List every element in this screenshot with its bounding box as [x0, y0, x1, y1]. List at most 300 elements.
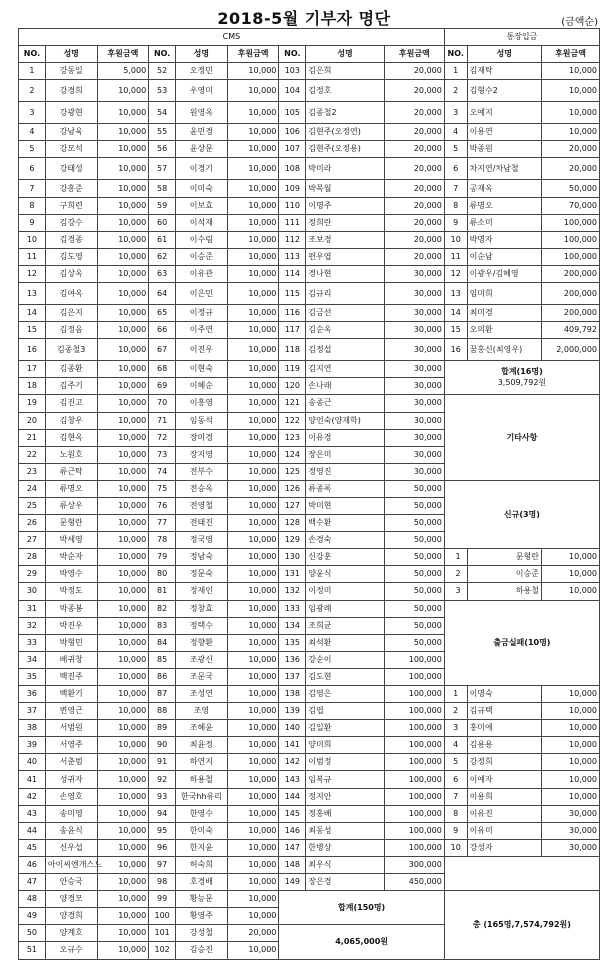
cell-name: 손나래 [306, 378, 385, 395]
new-name: 하용철 [467, 583, 541, 600]
cell-amount: 20,000 [384, 102, 444, 124]
cell-amount: 50,000 [384, 634, 444, 651]
table-row [19, 265, 600, 282]
cell-amount: 30,000 [384, 378, 444, 395]
cell-no: 127 [279, 497, 306, 514]
cell-no: 56 [149, 141, 176, 158]
col-header-amount: 후원금액 [97, 46, 149, 63]
cell-name: 강성철 [176, 925, 228, 942]
cell-no: 132 [279, 583, 306, 600]
cell-amount: 10,000 [227, 908, 279, 925]
bank-name: 김재탁 [467, 63, 541, 80]
cell-no: 11 [19, 248, 46, 265]
cell-name: 정향환 [176, 634, 228, 651]
cell-no: 97 [149, 856, 176, 873]
cell-name: 오규수 [45, 942, 97, 959]
cell-no: 136 [279, 651, 306, 668]
table-row [19, 158, 600, 180]
bank-amount: 200,000 [541, 283, 599, 305]
cell-name: 이경기 [176, 158, 228, 180]
bank-no: 12 [444, 265, 467, 282]
cell-name: 손영호 [45, 788, 97, 805]
cell-amount: 10,000 [227, 686, 279, 703]
cell-no: 122 [279, 412, 306, 429]
fail-name: 홍미애 [467, 720, 541, 737]
col-header-name: 성명 [306, 46, 385, 63]
cell-amount: 10,000 [227, 634, 279, 651]
cell-name: 정창효 [176, 600, 228, 617]
cell-amount: 100,000 [384, 771, 444, 788]
fail-amount: 10,000 [541, 771, 599, 788]
table-row [19, 339, 600, 361]
cell-name: 박종봉 [45, 600, 97, 617]
cell-amount: 100,000 [384, 720, 444, 737]
cell-name: 김강수 [45, 214, 97, 231]
cell-no: 12 [19, 265, 46, 282]
cell-no: 141 [279, 737, 306, 754]
cell-name: 김정섭 [306, 339, 385, 361]
cell-name: 김여옥 [45, 283, 97, 305]
col-header-amount: 후원금액 [227, 46, 279, 63]
bank-name: 최미경 [467, 305, 541, 322]
cell-name: 이은민 [176, 283, 228, 305]
cell-no: 145 [279, 805, 306, 822]
bank-amount: 100,000 [541, 231, 599, 248]
bank-amount: 100,000 [541, 248, 599, 265]
cell-name: 이승준 [176, 248, 228, 265]
bank-total-amount: 3,509,792원 [497, 378, 547, 388]
cell-amount: 10,000 [97, 822, 149, 839]
table-row [19, 771, 600, 788]
fail-name: 김용용 [467, 737, 541, 754]
bank-no: 11 [444, 248, 467, 265]
cell-no: 114 [279, 265, 306, 282]
bank-no: 1 [444, 63, 467, 80]
fail-name: 이예자 [467, 771, 541, 788]
new-no: 1 [444, 549, 467, 566]
cell-amount: 10,000 [227, 429, 279, 446]
new-donors-label: 신규(3명) [444, 480, 599, 548]
cell-name: 강흥준 [45, 180, 97, 197]
cell-no: 32 [19, 617, 46, 634]
cell-name: 정국영 [176, 532, 228, 549]
cell-no: 112 [279, 231, 306, 248]
cell-name: 김순옥 [306, 322, 385, 339]
table-row [19, 480, 600, 497]
table-row [19, 395, 600, 412]
cell-no: 93 [149, 788, 176, 805]
cell-name: 강경희 [45, 80, 97, 102]
cell-name: 류근탁 [45, 463, 97, 480]
cell-name: 강남욱 [45, 124, 97, 141]
cell-amount: 10,000 [227, 63, 279, 80]
cell-name: 성귀자 [45, 771, 97, 788]
cell-no: 113 [279, 248, 306, 265]
cell-no: 96 [149, 839, 176, 856]
cell-no: 65 [149, 305, 176, 322]
cell-amount: 10,000 [97, 265, 149, 282]
cell-no: 42 [19, 788, 46, 805]
cell-amount: 10,000 [97, 617, 149, 634]
bank-name: 김형수2 [467, 80, 541, 102]
cell-name: 양경희 [45, 908, 97, 925]
blank-cell [444, 856, 599, 890]
cell-amount: 10,000 [97, 283, 149, 305]
cell-amount: 10,000 [227, 720, 279, 737]
cell-name: 박영수 [45, 566, 97, 583]
cell-no: 124 [279, 446, 306, 463]
cell-name: 조성연 [176, 686, 228, 703]
cell-no: 104 [279, 80, 306, 102]
cell-no: 36 [19, 686, 46, 703]
cell-name: 양미희 [306, 737, 385, 754]
cell-name: 박진우 [45, 617, 97, 634]
cell-no: 69 [149, 378, 176, 395]
cell-no: 28 [19, 549, 46, 566]
cell-no: 21 [19, 429, 46, 446]
cell-amount: 10,000 [97, 197, 149, 214]
fail-name: 강정희 [467, 754, 541, 771]
cell-amount: 10,000 [97, 322, 149, 339]
bank-amount: 2,000,000 [541, 339, 599, 361]
cell-no: 78 [149, 532, 176, 549]
cell-amount: 50,000 [384, 566, 444, 583]
cell-name: 박목월 [306, 180, 385, 197]
col-header-no: NO. [19, 46, 46, 63]
cell-name: 이범정 [306, 754, 385, 771]
cell-amount: 10,000 [227, 754, 279, 771]
cell-no: 92 [149, 771, 176, 788]
cell-amount: 300,000 [384, 856, 444, 873]
cell-no: 37 [19, 703, 46, 720]
cell-amount: 100,000 [384, 703, 444, 720]
cell-no: 111 [279, 214, 306, 231]
cell-no: 39 [19, 737, 46, 754]
cell-amount: 10,000 [227, 566, 279, 583]
cell-amount: 10,000 [227, 874, 279, 891]
cell-name: 류종록 [306, 480, 385, 497]
cell-no: 3 [19, 102, 46, 124]
bank-name: 이광우/김혜영 [467, 265, 541, 282]
cell-name: 아이씨엔개스느 [45, 856, 97, 873]
cell-name: 류명오 [45, 480, 97, 497]
cell-no: 82 [149, 600, 176, 617]
cell-no: 77 [149, 515, 176, 532]
cell-name: 장은미 [306, 446, 385, 463]
col-header-amount: 후원금액 [384, 46, 444, 63]
table-row [19, 566, 600, 583]
bank-no: 4 [444, 124, 467, 141]
new-no: 3 [444, 583, 467, 600]
table-row [19, 805, 600, 822]
bank-amount: 20,000 [541, 158, 599, 180]
bank-name: 꿈홍신(최영우) [467, 339, 541, 361]
cell-amount: 10,000 [97, 124, 149, 141]
cell-name: 이혜순 [176, 378, 228, 395]
cell-no: 106 [279, 124, 306, 141]
col-header-name: 성명 [45, 46, 97, 63]
cell-name: 안승국 [45, 874, 97, 891]
cell-amount: 10,000 [97, 771, 149, 788]
cell-no: 72 [149, 429, 176, 446]
cell-no: 70 [149, 395, 176, 412]
cell-amount: 100,000 [384, 805, 444, 822]
fail-name: 이용희 [467, 788, 541, 805]
bank-amount: 50,000 [541, 180, 599, 197]
cell-amount: 20,000 [384, 158, 444, 180]
cell-no: 102 [149, 942, 176, 959]
cell-name: 정남숙 [176, 549, 228, 566]
cell-amount: 10,000 [227, 180, 279, 197]
cell-amount: 10,000 [227, 856, 279, 873]
cell-amount: 100,000 [384, 822, 444, 839]
cell-no: 45 [19, 839, 46, 856]
cell-no: 146 [279, 822, 306, 839]
cell-name: 최윤정 [176, 737, 228, 754]
cell-amount: 10,000 [97, 305, 149, 322]
cell-no: 119 [279, 361, 306, 378]
cell-amount: 30,000 [384, 265, 444, 282]
cell-amount: 10,000 [97, 141, 149, 158]
cell-amount: 10,000 [97, 856, 149, 873]
cell-name: 한미숙 [176, 822, 228, 839]
cell-name: 박미현 [306, 497, 385, 514]
table-row [19, 63, 600, 80]
cell-amount: 10,000 [227, 600, 279, 617]
cell-no: 50 [19, 925, 46, 942]
fail-name: 이유미 [467, 822, 541, 839]
cell-amount: 10,000 [97, 668, 149, 685]
bank-total-label: 합계(16명) [501, 367, 543, 377]
cell-name: 호경배 [176, 874, 228, 891]
cell-name: 편우엽 [306, 248, 385, 265]
cell-amount: 10,000 [97, 942, 149, 959]
col-header-no: NO. [149, 46, 176, 63]
cell-amount: 10,000 [97, 532, 149, 549]
cell-name: 송미영 [45, 805, 97, 822]
cell-name: 김도영 [45, 248, 97, 265]
cell-amount: 10,000 [97, 634, 149, 651]
cms-group-header: CMS [19, 29, 445, 46]
cell-name: 조영 [176, 703, 228, 720]
table-row [19, 80, 600, 102]
cell-no: 40 [19, 754, 46, 771]
cell-no: 26 [19, 515, 46, 532]
cell-name: 서영주 [45, 737, 97, 754]
cell-amount: 10,000 [227, 788, 279, 805]
cell-no: 99 [149, 891, 176, 908]
fail-no: 8 [444, 805, 467, 822]
cell-no: 103 [279, 63, 306, 80]
cell-amount: 30,000 [384, 305, 444, 322]
cell-amount: 10,000 [97, 102, 149, 124]
cell-no: 116 [279, 305, 306, 322]
cell-no: 71 [149, 412, 176, 429]
cell-name: 김현옥 [45, 429, 97, 446]
cell-no: 76 [149, 497, 176, 514]
table-row [19, 214, 600, 231]
new-amount: 10,000 [541, 583, 599, 600]
cell-no: 89 [149, 720, 176, 737]
table-row [19, 231, 600, 248]
cell-no: 94 [149, 805, 176, 822]
cell-amount: 10,000 [97, 720, 149, 737]
cell-name: 조광신 [176, 651, 228, 668]
fail-amount: 30,000 [541, 822, 599, 839]
table-row [19, 754, 600, 771]
bank-no: 16 [444, 339, 467, 361]
cell-name: 김도현 [306, 668, 385, 685]
cell-amount: 10,000 [227, 942, 279, 959]
cell-name: 임광례 [306, 600, 385, 617]
cell-amount: 10,000 [97, 395, 149, 412]
cell-name: 한지윤 [176, 839, 228, 856]
cell-amount: 10,000 [97, 248, 149, 265]
cell-name: 조문국 [176, 668, 228, 685]
cell-amount: 10,000 [227, 515, 279, 532]
fail-no: 2 [444, 703, 467, 720]
cell-no: 9 [19, 214, 46, 231]
cell-amount: 10,000 [227, 124, 279, 141]
cell-no: 49 [19, 908, 46, 925]
cell-amount: 20,000 [384, 141, 444, 158]
cell-no: 23 [19, 463, 46, 480]
cell-no: 18 [19, 378, 46, 395]
cell-name: 장미경 [176, 429, 228, 446]
cell-amount: 10,000 [227, 617, 279, 634]
cell-name: 오정민 [176, 63, 228, 80]
cell-amount: 10,000 [97, 446, 149, 463]
cell-no: 24 [19, 480, 46, 497]
cell-no: 90 [149, 737, 176, 754]
cell-amount: 100,000 [384, 668, 444, 685]
cell-amount: 50,000 [384, 497, 444, 514]
cell-name: 김상옥 [45, 265, 97, 282]
cell-no: 52 [149, 63, 176, 80]
cell-amount: 5,000 [97, 63, 149, 80]
group-header-row [19, 29, 600, 46]
cell-amount: 10,000 [227, 703, 279, 720]
cell-amount: 20,000 [384, 63, 444, 80]
fail-no: 7 [444, 788, 467, 805]
table-row [19, 197, 600, 214]
fail-no: 10 [444, 839, 467, 856]
cell-no: 8 [19, 197, 46, 214]
cell-no: 135 [279, 634, 306, 651]
cell-name: 조희균 [306, 617, 385, 634]
cell-amount: 30,000 [384, 446, 444, 463]
cell-amount: 20,000 [384, 80, 444, 102]
cell-amount: 10,000 [97, 480, 149, 497]
cell-name: 황영주 [176, 908, 228, 925]
bank-amount: 409,792 [541, 322, 599, 339]
bank-name: 박종원 [467, 141, 541, 158]
bank-name: 박명자 [467, 231, 541, 248]
fail-amount: 10,000 [541, 703, 599, 720]
cell-name: 이미숙 [176, 180, 228, 197]
cell-name: 황능문 [176, 891, 228, 908]
cell-no: 34 [19, 651, 46, 668]
bank-total [444, 361, 599, 395]
cell-amount: 20,000 [384, 180, 444, 197]
cell-no: 60 [149, 214, 176, 231]
column-header-row [19, 46, 600, 63]
cell-no: 38 [19, 720, 46, 737]
cell-no: 58 [149, 180, 176, 197]
cell-no: 53 [149, 80, 176, 102]
cell-name: 박미라 [306, 158, 385, 180]
new-amount: 10,000 [541, 566, 599, 583]
cell-name: 이유관 [176, 265, 228, 282]
cell-no: 100 [149, 908, 176, 925]
cell-no: 33 [19, 634, 46, 651]
failed-withdrawal-label: 출금실패(10명) [444, 600, 599, 685]
bank-name: 류명오 [467, 197, 541, 214]
cell-amount: 10,000 [227, 583, 279, 600]
table-row [19, 141, 600, 158]
cell-no: 74 [149, 463, 176, 480]
cell-amount: 10,000 [97, 412, 149, 429]
cell-no: 6 [19, 158, 46, 180]
cell-no: 118 [279, 339, 306, 361]
cell-no: 15 [19, 322, 46, 339]
cell-name: 김규리 [306, 283, 385, 305]
cell-amount: 50,000 [384, 600, 444, 617]
cell-no: 108 [279, 158, 306, 180]
cell-no: 147 [279, 839, 306, 856]
cell-amount: 50,000 [384, 549, 444, 566]
cell-no: 54 [149, 102, 176, 124]
cell-amount: 10,000 [97, 874, 149, 891]
cell-name: 허숙희 [176, 856, 228, 873]
cell-no: 80 [149, 566, 176, 583]
bank-no: 2 [444, 80, 467, 102]
cell-amount: 100,000 [384, 686, 444, 703]
cell-name: 박형민 [45, 634, 97, 651]
cell-no: 29 [19, 566, 46, 583]
cell-amount: 450,000 [384, 874, 444, 891]
cell-no: 83 [149, 617, 176, 634]
cell-amount: 20,000 [384, 124, 444, 141]
bank-no: 14 [444, 305, 467, 322]
cell-name: 송종근 [306, 395, 385, 412]
cell-no: 81 [149, 583, 176, 600]
table-row [19, 839, 600, 856]
bank-no: 5 [444, 141, 467, 158]
bank-no: 15 [444, 322, 467, 339]
cell-name: 장은경 [306, 874, 385, 891]
cell-no: 88 [149, 703, 176, 720]
cell-no: 55 [149, 124, 176, 141]
cell-name: 김지연 [306, 361, 385, 378]
cell-name: 조혜윤 [176, 720, 228, 737]
cell-no: 22 [19, 446, 46, 463]
cell-no: 63 [149, 265, 176, 282]
cell-no: 25 [19, 497, 46, 514]
cell-no: 142 [279, 754, 306, 771]
cell-name: 강모석 [45, 141, 97, 158]
cell-name: 신우섭 [45, 839, 97, 856]
cell-amount: 20,000 [227, 925, 279, 942]
bank-amount: 100,000 [541, 214, 599, 231]
cell-amount: 50,000 [384, 480, 444, 497]
cell-name: 이유경 [306, 429, 385, 446]
cell-name: 강순이 [306, 651, 385, 668]
cell-no: 117 [279, 322, 306, 339]
cell-no: 129 [279, 532, 306, 549]
table-row [19, 788, 600, 805]
cell-no: 134 [279, 617, 306, 634]
